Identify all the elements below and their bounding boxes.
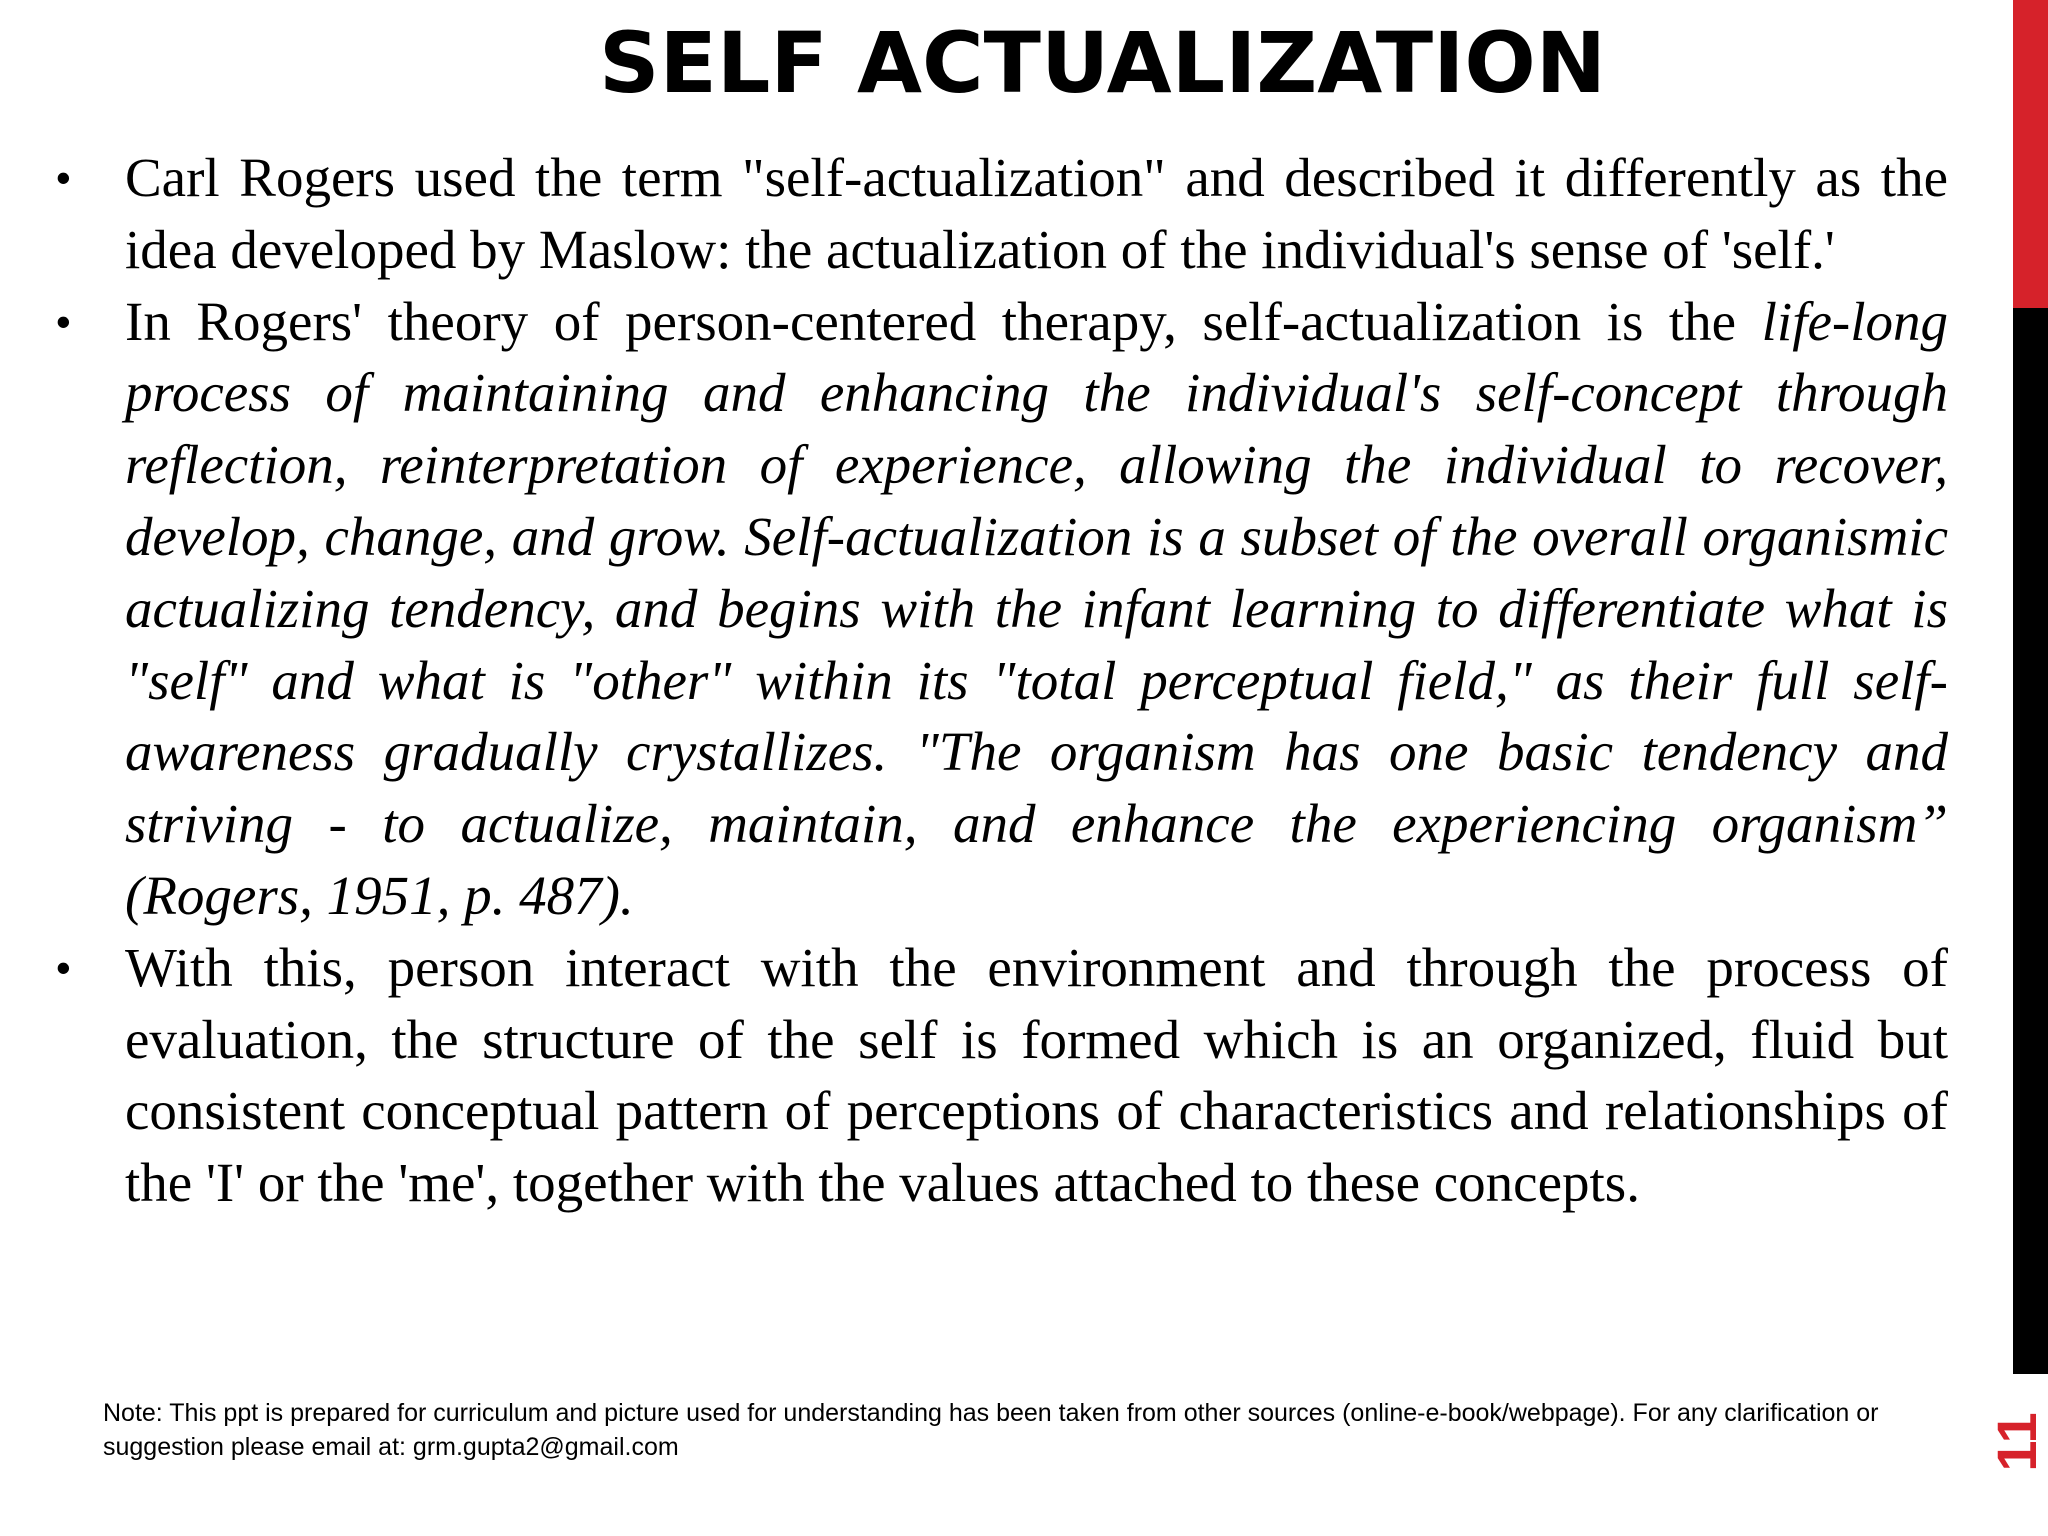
bullet-text: With this, person interact with the environment and through the process of evaluation, the structure of the self is formed which is an organized, fluid but consistent conceptual pattern of perceptions of characteristics and relationships of the 'I' or the 'me', together with the values attached to these concepts. xyxy=(125,936,1948,1214)
bullet-text: Carl Rogers used the term "self-actualization" and described it differently as the idea developed by Maslow: the actualization of the individual's sense of 'self.' xyxy=(125,147,1948,280)
footer-note: Note: This ppt is prepared for curriculum and picture used for understanding has been taken from other sources (online-e-book/webpage). For any clarification or suggestion please email at: grm.gupta2@gmail.com xyxy=(103,1399,1879,1461)
bullet-item-person-centered-theory xyxy=(56,286,1948,932)
slide-title: SELF ACTUALIZATION xyxy=(598,14,1607,112)
accent-bar-black xyxy=(2013,308,2048,1374)
page-number: 11 xyxy=(1984,1412,2048,1472)
bullet-item-structure-of-self xyxy=(56,932,1948,1219)
bullet-text-italic: life-long process of maintaining and enhancing the individual's self-concept through reflection, reinterpretation of experience, allowing the individual to recover, develop, change, and grow. Self-actualization is a subset of the overall organismic actualizing tendency, and begins with the infant learning to differentiate what is "self" and what is "other" within its "total perceptual field," as their full self-awareness gradually crystallizes. "The organism has one basic tendency and striving - to actualize, maintain, and enhance the experiencing organism” (Rogers, 1951, p. 487). xyxy=(125,290,1948,926)
bullet-dot: • xyxy=(56,943,71,991)
bullet-item-rogers-term xyxy=(56,142,1948,286)
bullet-dot: • xyxy=(56,154,71,201)
bullet-text: In Rogers' theory of person-centered therapy, self-actualization is the xyxy=(125,290,1762,352)
bullet-list xyxy=(56,142,1948,1219)
bullet-dot: • xyxy=(56,297,71,345)
